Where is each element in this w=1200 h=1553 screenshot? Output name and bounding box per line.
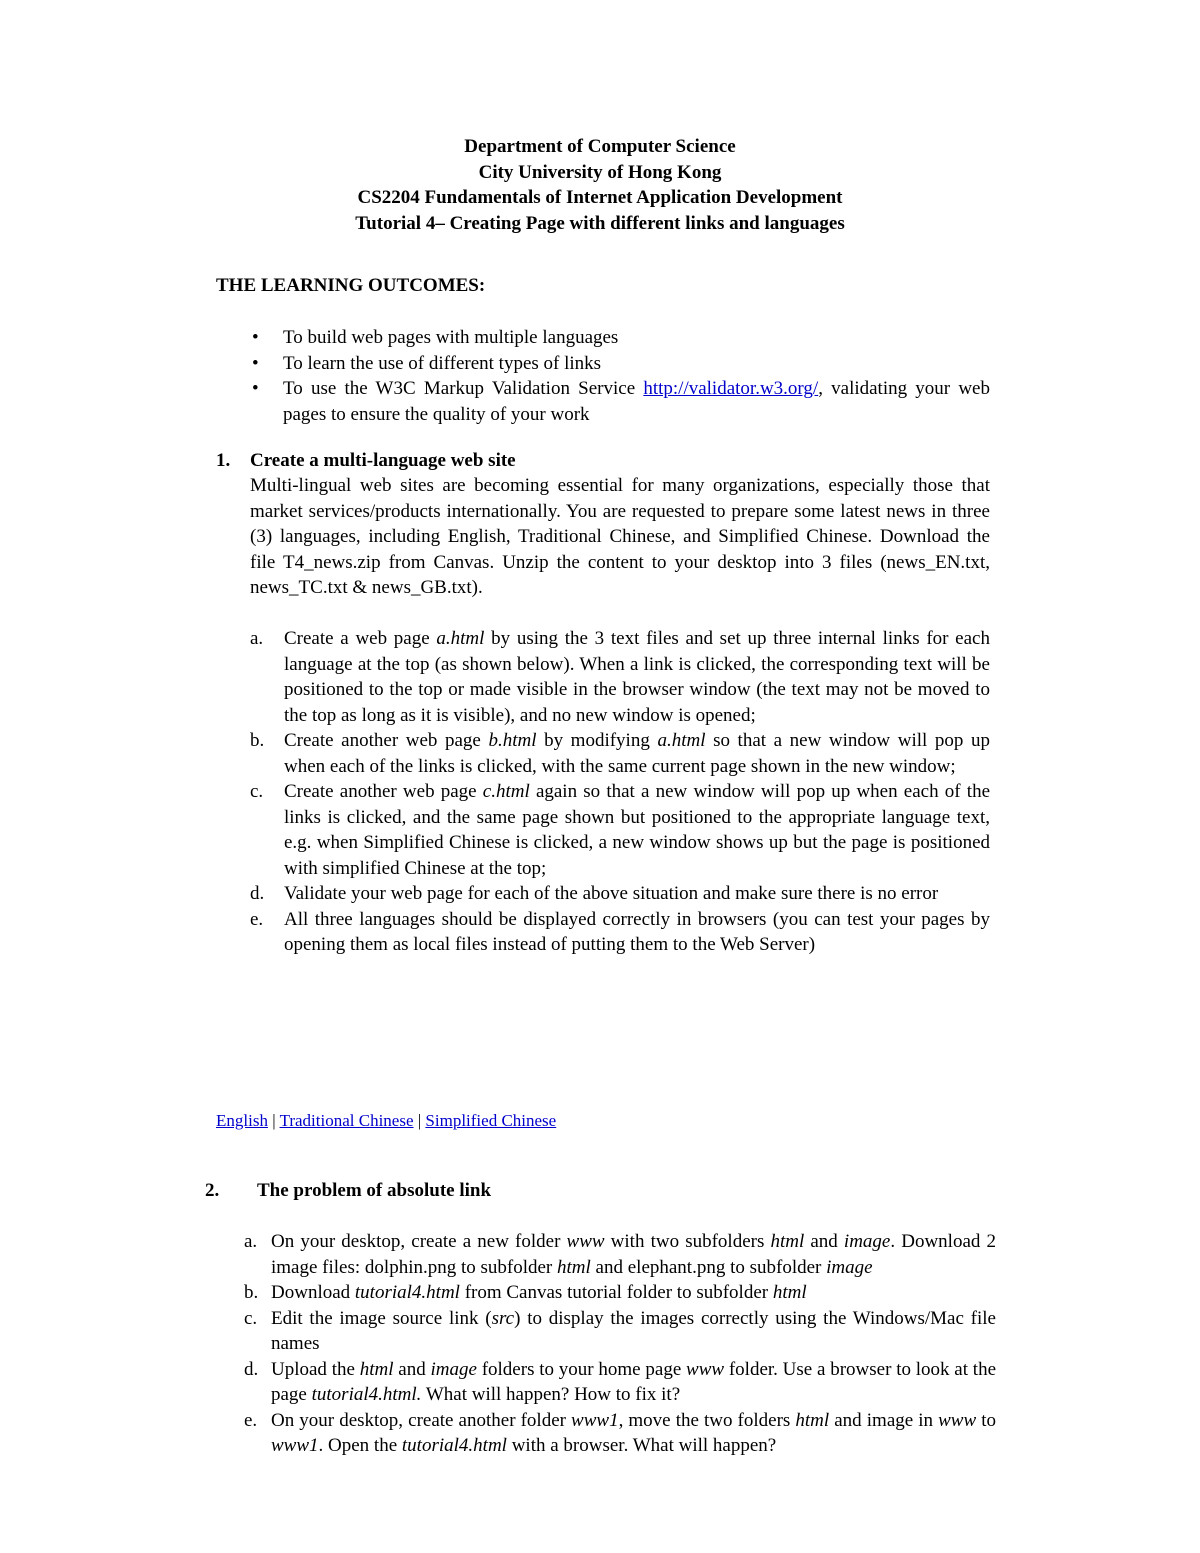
step-text: with two subfolders xyxy=(604,1231,771,1252)
list-item xyxy=(250,779,990,881)
step-text: again so that a new window will pop up when each of the links is clicked, and the same page shown but positioned to the appropriate language text, e.g. when Simplified Chinese is clicked, a new window shows up but the page is positioned with simplified Chinese at the top; xyxy=(284,781,990,879)
step-text: by using the 3 text files and set up three internal links for each language at the top (as shown below). When a link is clicked, the corresponding text will be positioned to the top or made visible in the browser window (the text may not be moved to the top as long as it is visible), and no new window is opened; xyxy=(284,628,990,726)
step-label: c. xyxy=(244,1307,258,1329)
list-item xyxy=(244,1408,996,1459)
step-text: All three languages should be displayed correctly in browsers (you can test your pages by opening them as local files instead of putting them to the Web Server) xyxy=(284,908,990,955)
course-line: CS2204 Fundamentals of Internet Application Development xyxy=(357,187,843,208)
list-item xyxy=(250,626,990,728)
section-2-steps xyxy=(244,1229,996,1459)
step-text: . Download 2 image files: dolphin.png to subfolder xyxy=(271,1231,996,1278)
link-separator: | xyxy=(267,1111,280,1130)
file-name: tutorial4.html xyxy=(401,1435,507,1456)
file-name: a.html xyxy=(436,628,485,649)
english-link[interactable]: English xyxy=(216,1111,268,1130)
traditional-chinese-link[interactable]: Traditional Chinese xyxy=(279,1111,414,1130)
step-label: e. xyxy=(244,1409,258,1431)
simplified-chinese-link[interactable]: Simplified Chinese xyxy=(425,1111,557,1130)
folder-name: image xyxy=(826,1256,873,1278)
step-label: a. xyxy=(244,1231,258,1252)
step-text: by modifying xyxy=(536,730,658,751)
step-text: so that a new window will pop up when each of the links is clicked, with the same current page shown in the new window; xyxy=(284,730,990,777)
folder-name: www xyxy=(566,1231,605,1252)
step-text: What will happen? How to fix it? xyxy=(421,1384,681,1405)
step-text: folder. Use a browser to look at the page xyxy=(271,1358,997,1405)
section-number: 2. xyxy=(205,1180,220,1201)
attribute-name: src xyxy=(491,1307,515,1329)
outcome-text: , validating your web pages to ensure the quality of your work xyxy=(283,378,990,425)
document-header xyxy=(0,134,1200,236)
folder-name: www xyxy=(938,1409,977,1431)
step-text: and image in xyxy=(829,1409,939,1431)
step-label: d. xyxy=(250,883,265,904)
step-text: and xyxy=(393,1358,431,1380)
folder-name: html xyxy=(557,1256,591,1278)
file-name: tutorial4.html. xyxy=(311,1384,422,1405)
list-item xyxy=(244,1306,996,1357)
bullet-icon: • xyxy=(252,378,259,399)
folder-name: image xyxy=(430,1358,477,1380)
folder-name: html xyxy=(795,1409,830,1431)
folder-name: www xyxy=(686,1358,725,1380)
list-item xyxy=(252,351,990,377)
step-label: d. xyxy=(244,1358,259,1380)
step-label: b. xyxy=(244,1282,259,1303)
list-item xyxy=(244,1280,996,1306)
link-separator: | xyxy=(413,1111,426,1130)
step-text: Validate your web page for each of the above situation and make sure there is no error xyxy=(284,883,939,904)
step-label: c. xyxy=(250,781,264,802)
outcome-text: To use the W3C Markup Validation Service xyxy=(283,378,644,399)
step-text: folders to your home page xyxy=(476,1358,687,1380)
step-label: e. xyxy=(250,908,264,930)
file-name: b.html xyxy=(488,730,537,751)
step-text: Upload the xyxy=(271,1358,360,1380)
file-name: c.html xyxy=(482,781,530,802)
step-text: with a browser. What will happen? xyxy=(506,1435,777,1456)
step-text: On your desktop, create another folder xyxy=(271,1409,572,1431)
section-1-body: Multi-lingual web sites are becoming essential for many organizations, especially those that market services/products internationally. You are requested to prepare some latest news in three (3) languages, including English, Traditional Chinese, and Simplified Chinese. Download the file T4_news.zip from Canvas. Unzip the content to your desktop into 3 files (news_EN.txt, news_TC.txt & news_GB.txt). xyxy=(250,475,990,598)
step-text: , move the two folders xyxy=(618,1409,796,1431)
list-item xyxy=(252,325,990,351)
step-text: Create another web page xyxy=(284,730,489,751)
list-item xyxy=(250,907,990,958)
section-title: The problem of absolute link xyxy=(257,1180,492,1201)
step-text: On your desktop, create a new folder xyxy=(271,1231,567,1252)
step-text: and xyxy=(804,1231,844,1252)
step-text: Create another web page xyxy=(284,781,483,802)
step-label: a. xyxy=(250,628,264,649)
list-item xyxy=(250,881,990,907)
step-text: . Open the xyxy=(318,1435,402,1456)
learning-outcomes-heading: THE LEARNING OUTCOMES: xyxy=(216,275,486,296)
tutorial-title: Tutorial 4– Creating Page with different links and languages xyxy=(355,212,845,234)
outcome-text: To build web pages with multiple languages xyxy=(283,327,619,348)
language-links-example xyxy=(216,1109,556,1133)
step-text: Edit the image source link ( xyxy=(271,1307,492,1329)
folder-name: html xyxy=(359,1358,394,1380)
folder-name: image xyxy=(843,1231,891,1252)
validator-link[interactable]: http://validator.w3.org/ xyxy=(643,378,819,399)
list-item xyxy=(250,728,990,779)
step-label: b. xyxy=(250,730,265,751)
section-2-heading xyxy=(205,1178,491,1204)
learning-outcomes-list xyxy=(252,325,990,427)
bullet-icon: • xyxy=(252,327,259,348)
university-line: City University of Hong Kong xyxy=(478,161,722,183)
file-name: tutorial4.html xyxy=(354,1282,460,1303)
folder-name: www1 xyxy=(571,1409,619,1431)
folder-name: html xyxy=(772,1282,807,1303)
step-text: Create a web page xyxy=(284,628,437,649)
section-title: Create a multi-language web site xyxy=(250,450,516,471)
department-line: Department of Computer Science xyxy=(464,136,736,157)
section-number: 1. xyxy=(216,450,231,471)
list-item xyxy=(252,376,990,427)
section-1-steps xyxy=(250,626,990,958)
file-name: a.html xyxy=(657,730,706,751)
step-text: Download xyxy=(271,1282,355,1303)
step-text: ) to display the images correctly using the Windows/Mac file names xyxy=(271,1307,996,1354)
list-item xyxy=(244,1357,996,1408)
folder-name: html xyxy=(770,1231,805,1252)
step-text: and elephant.png to subfolder xyxy=(590,1256,827,1278)
folder-name: www1 xyxy=(271,1435,319,1456)
section-1-heading xyxy=(216,448,516,474)
step-text: from Canvas tutorial folder to subfolder xyxy=(459,1282,773,1303)
list-item xyxy=(244,1229,996,1280)
outcome-text: To learn the use of different types of links xyxy=(283,352,602,374)
step-text: to xyxy=(976,1409,996,1431)
bullet-icon: • xyxy=(252,352,259,374)
